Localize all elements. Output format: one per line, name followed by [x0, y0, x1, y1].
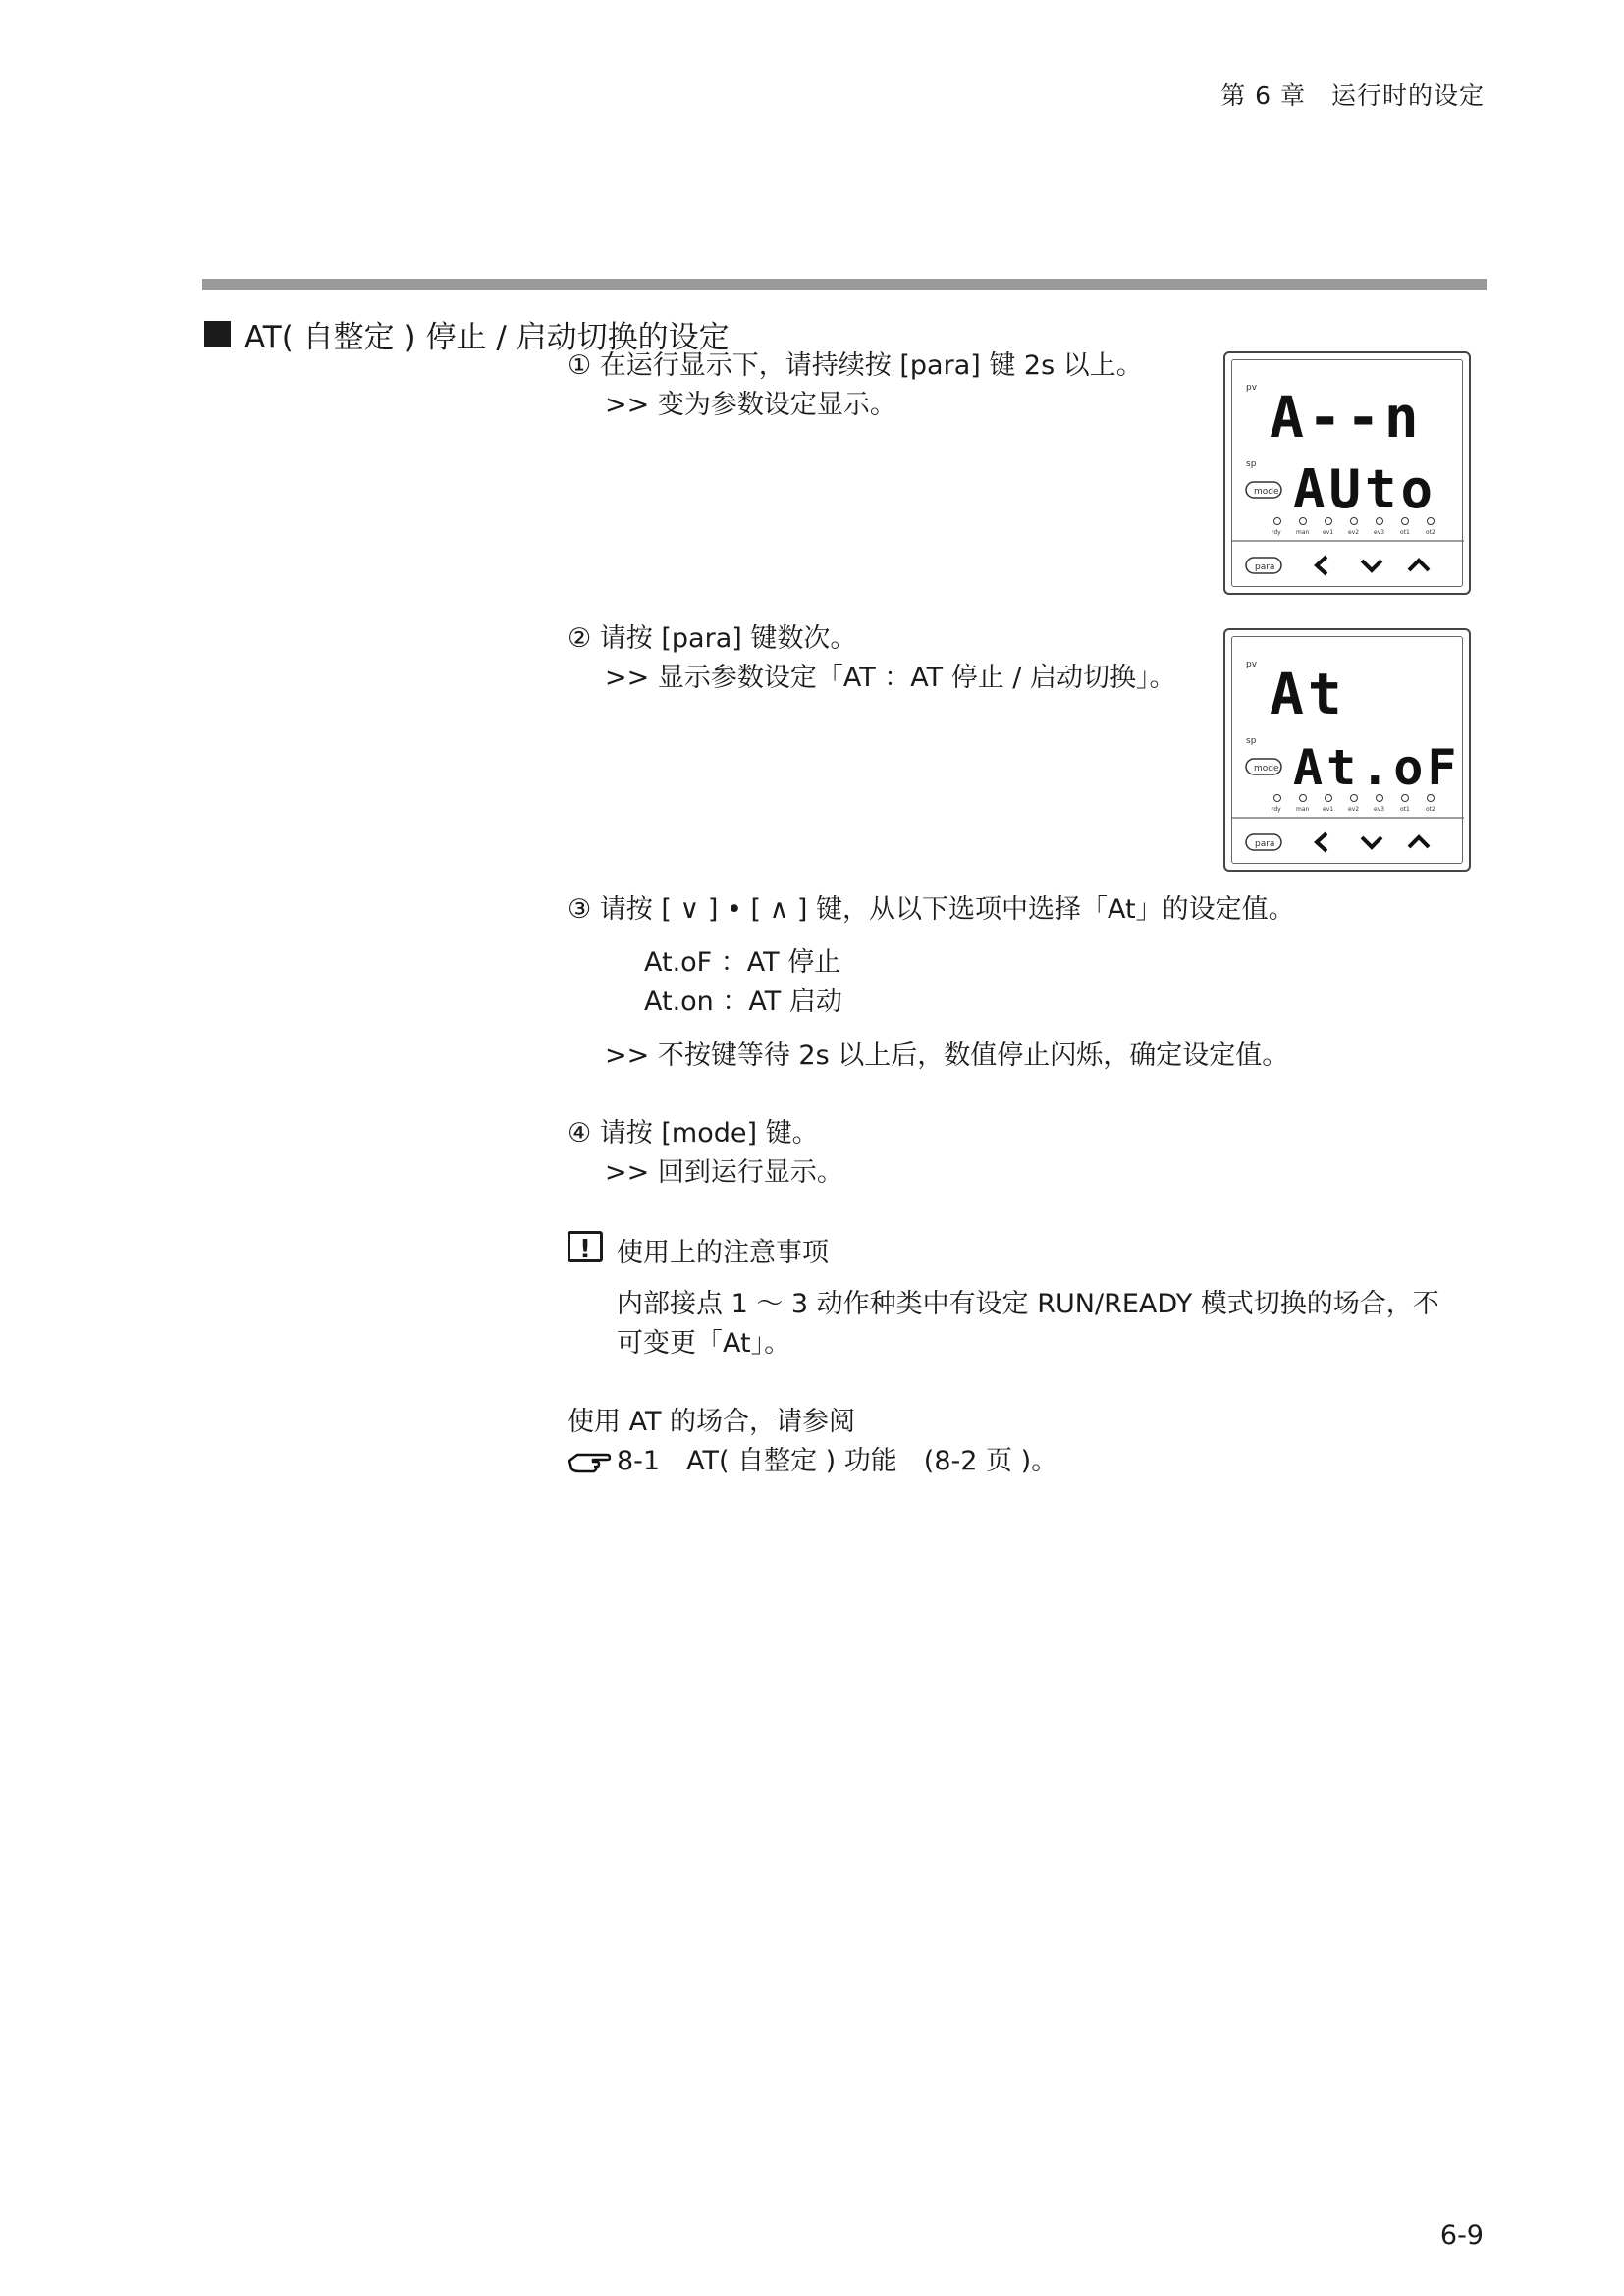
- led-label-ev2: ev2: [1348, 806, 1360, 813]
- step3-option-atof: At.oF ：AT 停止: [644, 947, 841, 978]
- up-arrow-icon[interactable]: [1409, 837, 1429, 847]
- pv-label: pv: [1246, 383, 1258, 393]
- led-label-ot1: ot1: [1400, 529, 1410, 536]
- led-label-rdy: rdy: [1272, 806, 1281, 813]
- caution-title: 使用上的注意事项: [617, 1238, 829, 1268]
- controller-display-2: [1223, 628, 1471, 872]
- sp-label: sp: [1246, 459, 1257, 469]
- bullet-square-icon: [204, 321, 231, 347]
- up-arrow-icon[interactable]: [1409, 561, 1429, 570]
- caution-text-line2: 可变更「At」。: [617, 1328, 791, 1359]
- led-label-man: man: [1296, 529, 1310, 536]
- reference-link-row: [568, 1443, 1057, 1480]
- para-label: para: [1255, 839, 1275, 849]
- pv-label: pv: [1246, 660, 1258, 669]
- section-rule: [202, 279, 1487, 290]
- led-label-ot1: ot1: [1400, 806, 1410, 813]
- sp-segment-display: At.oF: [1293, 739, 1461, 796]
- step3-instruction: ③ 请按 [ ∨ ] • [ ∧ ] 键，从以下选项中选择「At」的设定值。: [568, 894, 1295, 925]
- page-number: 6-9: [1439, 2220, 1484, 2251]
- step1-result: >> 变为参数设定显示。: [605, 390, 896, 420]
- led-label-ot2: ot2: [1426, 806, 1435, 813]
- pv-segment-display: At: [1270, 661, 1346, 727]
- led-label-ot2: ot2: [1426, 529, 1435, 536]
- caution-icon: !: [568, 1231, 603, 1262]
- step4-instruction: ④ 请按 [mode] 键。: [568, 1118, 819, 1148]
- led-label-ev2: ev2: [1348, 529, 1360, 536]
- controller-panel-2: [1232, 637, 1464, 865]
- step3-option-aton: At.on ：AT 启动: [644, 987, 842, 1017]
- chapter-header: 第 6 章 运行时的设定: [1220, 81, 1485, 110]
- left-arrow-icon[interactable]: [1317, 833, 1326, 851]
- status-leds: [1272, 518, 1435, 537]
- section-title-text: AT( 自整定 ) 停止 / 启动切换的设定: [244, 320, 730, 355]
- step3-result: >> 不按键等待 2s 以上后，数值停止闪烁，确定设定值。: [605, 1041, 1289, 1071]
- mode-label: mode: [1254, 487, 1279, 497]
- step1-instruction: ① 在运行显示下，请持续按 [para] 键 2s 以上。: [568, 350, 1143, 381]
- down-arrow-icon[interactable]: [1362, 561, 1381, 570]
- step2-instruction: ② 请按 [para] 键数次。: [568, 623, 857, 654]
- controller-display-1: [1223, 351, 1471, 595]
- led-label-ev3: ev3: [1374, 529, 1385, 536]
- led-label-ev3: ev3: [1374, 806, 1385, 813]
- controller-panel-1: [1232, 360, 1464, 588]
- led-label-rdy: rdy: [1272, 529, 1281, 536]
- led-label-man: man: [1296, 806, 1310, 813]
- down-arrow-icon[interactable]: [1362, 837, 1381, 847]
- mode-label: mode: [1254, 764, 1279, 774]
- led-rdy: [1274, 518, 1281, 525]
- led-label-ev1: ev1: [1323, 806, 1334, 813]
- step2-result: >> 显示参数设定「AT ：AT 停止 / 启动切换」。: [605, 663, 1176, 693]
- led-label-ev1: ev1: [1323, 529, 1334, 536]
- sp-label: sp: [1246, 736, 1257, 746]
- left-arrow-icon[interactable]: [1317, 557, 1326, 574]
- reference-link[interactable]: 8-1 AT( 自整定 ) 功能 (8-2 页 )。: [617, 1446, 1058, 1476]
- para-label: para: [1255, 562, 1275, 572]
- reference-intro: 使用 AT 的场合，请参阅: [568, 1407, 856, 1437]
- step4-result: >> 回到运行显示。: [605, 1157, 843, 1188]
- pointing-hand-icon: [568, 1447, 611, 1476]
- caution-text-line1: 内部接点 1 ～ 3 动作种类中有设定 RUN/READY 模式切换的场合，不: [617, 1289, 1439, 1319]
- sp-segment-display: AUto: [1293, 458, 1437, 520]
- status-leds: [1272, 795, 1435, 814]
- pv-segment-display: A--n: [1270, 384, 1423, 451]
- led-rdy: [1274, 795, 1281, 802]
